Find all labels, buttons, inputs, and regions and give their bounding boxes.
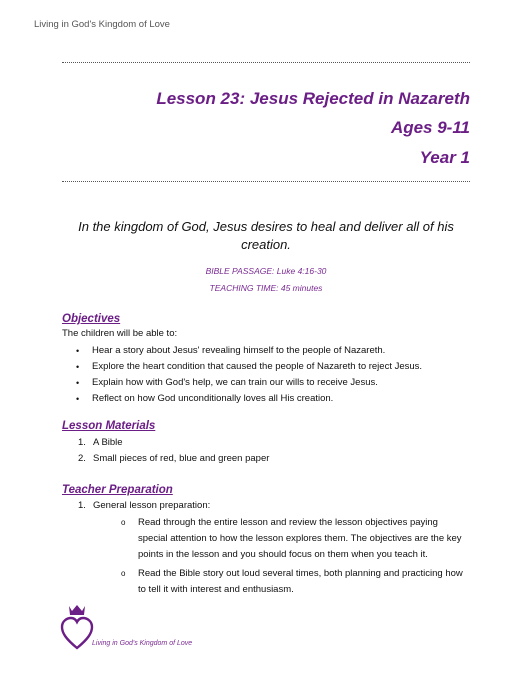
sub-item-text: Read through the entire lesson and review the lesson objectives paying special attention to how the lesson explores them. The objectives are the key points in the lesson and you should focus on them when you teach it. xyxy=(138,517,462,560)
age-range: Ages 9-11 xyxy=(390,118,470,137)
preparation-sublist xyxy=(121,515,468,601)
year-label: Year 1 xyxy=(419,148,470,167)
crown-heart-logo-icon xyxy=(60,604,94,657)
lesson-theme: In the kingdom of God, Jesus desires to heal and deliver all of his creation. xyxy=(78,219,454,252)
list-item xyxy=(78,498,463,514)
material-text: A Bible xyxy=(93,437,123,448)
circle-bullet-icon: o xyxy=(121,569,126,578)
objective-text: Explore the heart condition that caused the people of Nazareth to reject Jesus. xyxy=(92,361,423,372)
list-item xyxy=(76,343,472,359)
bullet-icon: • xyxy=(76,362,80,372)
item-number: 1. xyxy=(78,437,86,448)
objectives-list xyxy=(76,343,472,407)
item-number: 2. xyxy=(78,453,86,464)
objective-text: Explain how with God's help, we can train our wills to receive Jesus. xyxy=(92,377,378,388)
sub-item-text: Read the Bible story out loud several times, both planning and practicing how to tell it with interest and enthusiasm. xyxy=(138,568,463,595)
list-item xyxy=(76,375,472,391)
materials-heading: Lesson Materials xyxy=(62,420,156,432)
footer-text: Living in God's Kingdom of Love xyxy=(92,640,193,647)
objective-text: Hear a story about Jesus' revealing himself to the people of Nazareth. xyxy=(92,345,386,356)
title-divider xyxy=(62,181,470,182)
bullet-icon: • xyxy=(76,378,80,388)
preparation-list xyxy=(78,498,463,514)
circle-bullet-icon: o xyxy=(121,518,126,527)
list-item xyxy=(121,515,468,563)
objectives-heading: Objectives xyxy=(62,313,121,325)
bullet-icon: • xyxy=(76,394,80,404)
list-item xyxy=(76,359,472,375)
list-item xyxy=(76,391,472,407)
preparation-text: General lesson preparation: xyxy=(93,500,211,511)
list-item xyxy=(121,566,468,598)
running-header: Living in God's Kingdom of Love xyxy=(34,19,170,30)
materials-list xyxy=(78,435,463,467)
list-item xyxy=(78,451,463,467)
top-divider xyxy=(62,62,470,63)
objectives-intro: The children will be able to: xyxy=(62,328,178,339)
objective-text: Reflect on how God unconditionally loves all His creation. xyxy=(92,393,334,404)
material-text: Small pieces of red, blue and green paper xyxy=(93,453,270,464)
bullet-icon: • xyxy=(76,346,80,356)
list-item xyxy=(78,435,463,451)
lesson-title: Lesson 23: Jesus Rejected in Nazareth xyxy=(156,89,470,108)
item-number: 1. xyxy=(78,500,86,511)
teaching-time: TEACHING TIME: 45 minutes xyxy=(209,283,323,293)
bible-passage: BIBLE PASSAGE: Luke 4:16-30 xyxy=(205,266,327,276)
preparation-heading: Teacher Preparation xyxy=(62,484,173,496)
